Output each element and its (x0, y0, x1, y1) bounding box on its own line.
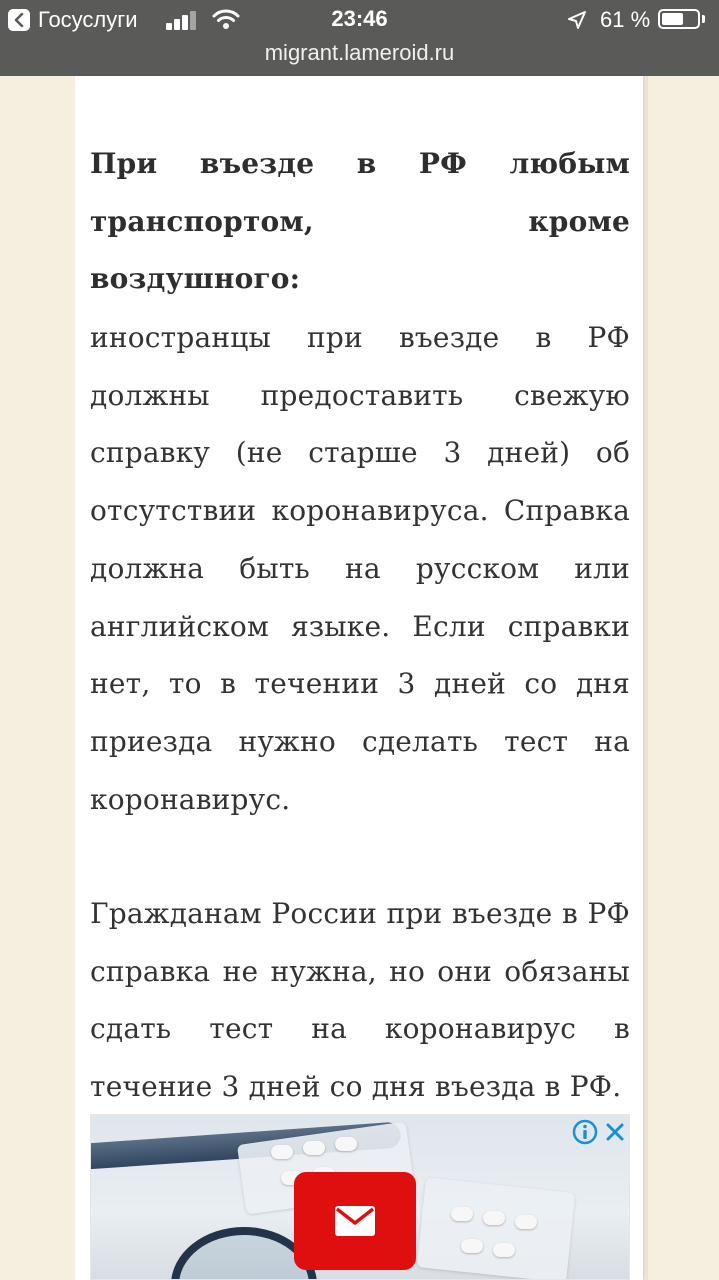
article-heading: При въезде в РФ любым транспортом, кроме воздушного: (90, 147, 630, 296)
ad-pill (483, 1211, 505, 1225)
status-time: 23:46 (331, 6, 388, 31)
mail-icon (334, 1205, 376, 1237)
ad-pill (461, 1239, 483, 1253)
ad-pill (515, 1215, 537, 1229)
close-icon[interactable] (604, 1121, 626, 1143)
back-app-label[interactable]: Госуслуги (38, 7, 138, 32)
paragraph-citizens: Гражданам России при въезде в РФ справка не нужна, но они обязаны сдать тест на коронавирус в течение 3 дней со дня въезда в РФ. (90, 897, 630, 1104)
paragraph-foreigners: иностранцы при въезде в РФ должны предоставить свежую справку (не старше 3 дней) об отсутствии коронавируса. Справка должна быть на русском или английском языке. Если справки нет, то в течении 3 дней со дня приезда нужно сделать тест на коронавирус. (90, 321, 630, 816)
page-url[interactable]: migrant.lameroid.ru (264, 40, 455, 65)
contact-mail-button[interactable] (294, 1172, 416, 1270)
battery-icon (658, 9, 700, 29)
ad-pill (303, 1141, 325, 1155)
location-arrow-icon (566, 9, 588, 31)
browser-status-bar (0, 0, 719, 76)
ad-blister-pack (417, 1177, 576, 1280)
ad-pill (335, 1137, 357, 1151)
ad-pill (451, 1207, 473, 1221)
battery-tip (702, 15, 705, 23)
info-icon[interactable] (572, 1119, 598, 1145)
ad-pill (271, 1145, 293, 1159)
battery-fill (662, 13, 683, 25)
battery-percent: 61 % (600, 7, 651, 32)
ad-pill (493, 1243, 515, 1257)
column-divider (646, 76, 648, 1280)
